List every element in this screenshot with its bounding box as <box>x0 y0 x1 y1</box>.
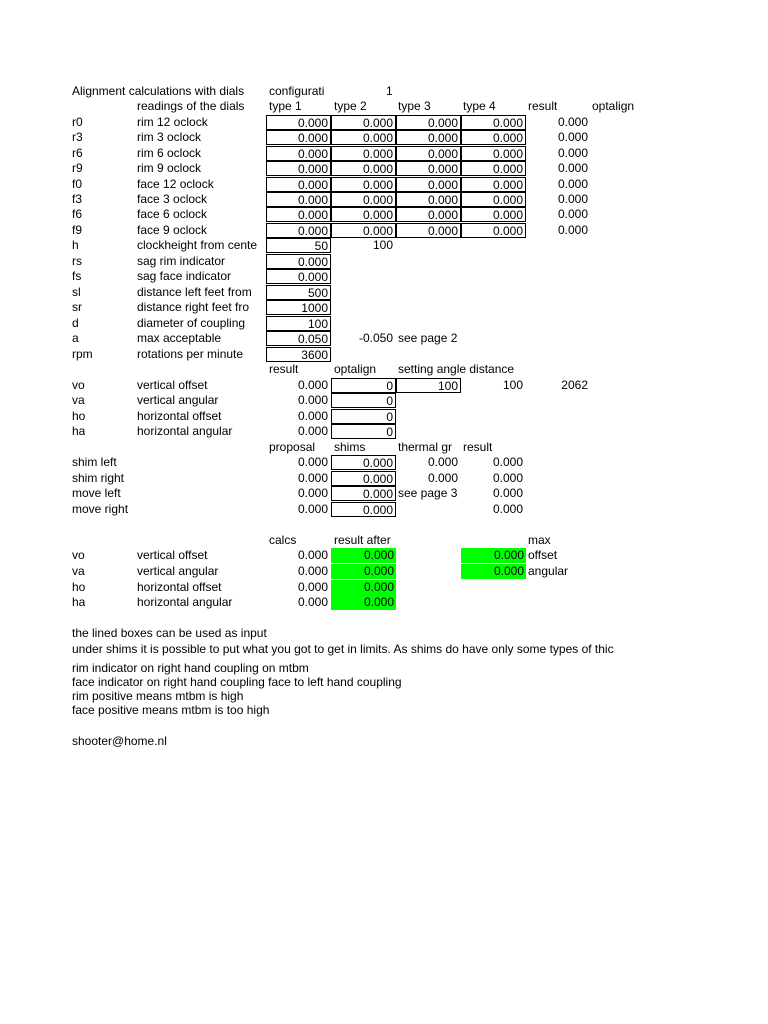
reading-type1-input[interactable]: 0.000 <box>266 115 331 130</box>
see-page-2-note: see page 2 <box>398 331 458 345</box>
max-offset-ok: 0.000 <box>461 548 526 563</box>
offsets-col-setting: setting angle distance <box>398 362 515 376</box>
reading-type4-input[interactable]: 0.000 <box>461 161 526 176</box>
offset-optalign-input[interactable]: 0 <box>331 409 396 424</box>
reading-type2-input[interactable]: 0.000 <box>331 146 396 161</box>
calc-label: vertical angular <box>137 564 219 578</box>
reading-type1-input[interactable]: 0.000 <box>266 207 331 222</box>
offset-extra: 2062 <box>561 378 588 392</box>
reading-type2-input[interactable]: 0.000 <box>331 192 396 207</box>
calcs-col-max: max <box>528 533 551 547</box>
reading-result: 0.000 <box>557 177 588 191</box>
shims-col-shims: shims <box>334 440 366 454</box>
reading-type3-input[interactable]: 0.000 <box>396 207 461 222</box>
reading-code: f6 <box>72 207 83 221</box>
setting-angle-input[interactable]: 100 <box>396 378 461 393</box>
reading-label: face 3 oclock <box>137 192 208 206</box>
shim-label: shim left <box>72 455 117 469</box>
param-input[interactable]: 0.000 <box>266 269 331 284</box>
col-type1: type 1 <box>269 99 302 113</box>
calc-code: vo <box>72 548 85 562</box>
readings-label: readings of the dials <box>137 99 245 113</box>
reading-type3-input[interactable]: 0.000 <box>396 161 461 176</box>
reading-label: rim 6 oclock <box>137 146 202 160</box>
param-code: sl <box>72 285 81 299</box>
result-after-ok: 0.000 <box>331 548 396 563</box>
reading-type2-input[interactable]: 0.000 <box>331 177 396 192</box>
result-after-ok: 0.000 <box>331 595 396 610</box>
reading-type1-input[interactable]: 0.000 <box>266 146 331 161</box>
note-face-positive: face positive means mtbm is too high <box>72 703 270 717</box>
offset-optalign-input[interactable]: 0 <box>331 424 396 439</box>
param-code: sr <box>72 300 82 314</box>
reading-type4-input[interactable]: 0.000 <box>461 192 526 207</box>
reading-result: 0.000 <box>557 161 588 175</box>
note-face-indicator: face indicator on right hand coupling face to left hand coupling <box>72 675 402 689</box>
reading-type4-input[interactable]: 0.000 <box>461 177 526 192</box>
reading-type4-input[interactable]: 0.000 <box>461 146 526 161</box>
offset-optalign-input[interactable]: 0 <box>331 393 396 408</box>
offset-label: vertical offset <box>137 378 208 392</box>
shim-result: 0.000 <box>492 455 523 469</box>
offset-code: vo <box>72 378 85 392</box>
offset-result: 0.000 <box>297 393 328 407</box>
param-label: diameter of coupling <box>137 316 246 330</box>
reading-code: f0 <box>72 177 83 191</box>
reading-code: f3 <box>72 192 83 206</box>
reading-type2-input[interactable]: 0.000 <box>331 115 396 130</box>
shim-input[interactable]: 0.000 <box>331 455 396 470</box>
col-optalign: optalign <box>592 99 635 113</box>
sheet-title: Alignment calculations with dials <box>72 84 245 98</box>
param-label: clockheight from cente <box>137 238 258 252</box>
reading-type3-input[interactable]: 0.000 <box>396 223 461 238</box>
reading-type4-input[interactable]: 0.000 <box>461 207 526 222</box>
reading-code: r3 <box>72 130 83 144</box>
reading-label: face 6 oclock <box>137 207 208 221</box>
reading-code: r6 <box>72 146 83 160</box>
param-input[interactable]: 0.000 <box>266 254 331 269</box>
reading-result: 0.000 <box>557 192 588 206</box>
see-page-3-note: see page 3 <box>398 486 458 500</box>
offset-label: horizontal offset <box>137 409 222 423</box>
reading-type2-input[interactable]: 0.000 <box>331 223 396 238</box>
param-input[interactable]: 3600 <box>266 347 331 362</box>
calcs-col-result-after: result after <box>334 533 391 547</box>
shim-proposal: 0.000 <box>297 455 328 469</box>
reading-type1-input[interactable]: 0.000 <box>266 192 331 207</box>
result-after-ok: 0.000 <box>331 564 396 579</box>
reading-type2-input[interactable]: 0.000 <box>331 161 396 176</box>
offset-label: horizontal angular <box>137 424 233 438</box>
reading-type3-input[interactable]: 0.000 <box>396 130 461 145</box>
reading-result: 0.000 <box>557 115 588 129</box>
calc-value: 0.000 <box>297 580 328 594</box>
calc-label: horizontal offset <box>137 580 222 594</box>
note-shims: under shims it is possible to put what you got to get in limits. As shims do have only some types of thic <box>72 642 614 656</box>
shim-label: move left <box>72 486 121 500</box>
shim-label: shim right <box>72 471 125 485</box>
param-code: h <box>72 238 79 252</box>
offsets-col-result: result <box>269 362 299 376</box>
contact-email: shooter@home.nl <box>72 734 167 748</box>
offset-result: 0.000 <box>297 378 328 392</box>
shims-col-proposal: proposal <box>269 440 316 454</box>
shim-proposal: 0.000 <box>297 471 328 485</box>
offset-optalign-input[interactable]: 0 <box>331 378 396 393</box>
col-type3: type 3 <box>398 99 431 113</box>
shim-result: 0.000 <box>492 471 523 485</box>
reading-type3-input[interactable]: 0.000 <box>396 115 461 130</box>
param-input[interactable]: 50 <box>266 238 331 253</box>
shim-result: 0.000 <box>492 502 523 516</box>
note-rim-indicator: rim indicator on right hand coupling on mtbm <box>72 661 309 675</box>
col-result: result <box>528 99 558 113</box>
calc-code: ho <box>72 580 86 594</box>
reading-type1-input[interactable]: 0.000 <box>266 130 331 145</box>
max-label: angular <box>528 564 569 578</box>
calcs-col-calcs: calcs <box>269 533 297 547</box>
reading-type4-input[interactable]: 0.000 <box>461 130 526 145</box>
reading-result: 0.000 <box>557 146 588 160</box>
reading-label: face 9 oclock <box>137 223 208 237</box>
offset-result: 0.000 <box>297 409 328 423</box>
note-rim-positive: rim positive means mtbm is high <box>72 689 244 703</box>
reading-code: r9 <box>72 161 83 175</box>
reading-result: 0.000 <box>557 207 588 221</box>
reading-result: 0.000 <box>557 130 588 144</box>
shim-result: 0.000 <box>492 486 523 500</box>
note-input-boxes: the lined boxes can be used as input <box>72 626 267 640</box>
result-after-ok: 0.000 <box>331 580 396 595</box>
offset-label: vertical angular <box>137 393 219 407</box>
col-type4: type 4 <box>463 99 496 113</box>
shim-proposal: 0.000 <box>297 502 328 516</box>
param-label: rotations per minute <box>137 347 244 361</box>
param-label: max acceptable <box>137 331 222 345</box>
param-label: distance right feet fro <box>137 300 250 314</box>
param-extra: 100 <box>372 238 393 252</box>
reading-label: face 12 oclock <box>137 177 214 191</box>
config-label: configurati <box>269 84 325 98</box>
offsets-col-optalign: optalign <box>334 362 377 376</box>
shim-thermal: 0.000 <box>427 471 458 485</box>
reading-type1-input[interactable]: 0.000 <box>266 177 331 192</box>
reading-label: rim 9 oclock <box>137 161 202 175</box>
max-label: offset <box>528 548 558 562</box>
param-code: a <box>72 331 79 345</box>
offset-code: ha <box>72 424 86 438</box>
reading-code: f9 <box>72 223 83 237</box>
param-code: rpm <box>72 347 93 361</box>
offset-code: va <box>72 393 85 407</box>
reading-label: rim 12 oclock <box>137 115 208 129</box>
shim-input[interactable]: 0.000 <box>331 486 396 501</box>
offset-result: 0.000 <box>297 424 328 438</box>
reading-type4-input[interactable]: 0.000 <box>461 223 526 238</box>
reading-type3-input[interactable]: 0.000 <box>396 177 461 192</box>
shim-input[interactable]: 0.000 <box>331 471 396 486</box>
shim-thermal: 0.000 <box>427 455 458 469</box>
param-input[interactable]: 0.050 <box>266 331 331 346</box>
param-extra: -0.050 <box>358 331 393 345</box>
shims-col-thermal: thermal gr <box>398 440 453 454</box>
param-input[interactable]: 500 <box>266 285 331 300</box>
reading-label: rim 3 oclock <box>137 130 202 144</box>
reading-code: r0 <box>72 115 83 129</box>
col-type2: type 2 <box>334 99 367 113</box>
param-label: sag rim indicator <box>137 254 226 268</box>
calc-value: 0.000 <box>297 548 328 562</box>
param-code: rs <box>72 254 82 268</box>
reading-type1-input[interactable]: 0.000 <box>266 161 331 176</box>
shim-proposal: 0.000 <box>297 486 328 500</box>
reading-result: 0.000 <box>557 223 588 237</box>
reading-type2-input[interactable]: 0.000 <box>331 207 396 222</box>
calc-code: ha <box>72 595 86 609</box>
param-code: fs <box>72 269 82 283</box>
offset-code: ho <box>72 409 86 423</box>
shim-label: move right <box>72 502 129 516</box>
shims-col-result: result <box>463 440 493 454</box>
offset-distance: 100 <box>502 378 523 392</box>
config-value: 1 <box>386 84 393 98</box>
reading-type3-input[interactable]: 0.000 <box>396 146 461 161</box>
calc-value: 0.000 <box>297 564 328 578</box>
shim-input[interactable]: 0.000 <box>331 502 396 517</box>
calc-label: vertical offset <box>137 548 208 562</box>
param-input[interactable]: 100 <box>266 316 331 331</box>
param-label: sag face indicator <box>137 269 232 283</box>
reading-type2-input[interactable]: 0.000 <box>331 130 396 145</box>
calc-value: 0.000 <box>297 595 328 609</box>
param-label: distance left feet from <box>137 285 252 299</box>
calc-label: horizontal angular <box>137 595 233 609</box>
param-input[interactable]: 1000 <box>266 300 331 315</box>
reading-type4-input[interactable]: 0.000 <box>461 115 526 130</box>
max-angular-ok: 0.000 <box>461 564 526 579</box>
calc-code: va <box>72 564 85 578</box>
param-code: d <box>72 316 79 330</box>
reading-type3-input[interactable]: 0.000 <box>396 192 461 207</box>
reading-type1-input[interactable]: 0.000 <box>266 223 331 238</box>
